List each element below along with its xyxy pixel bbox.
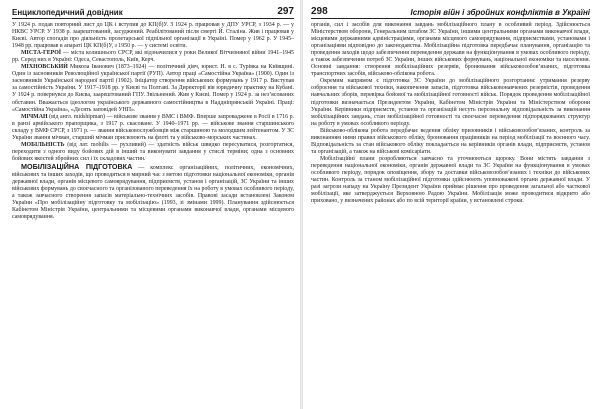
right-running-header (311, 6, 590, 19)
entry-text: Військово-облікова робота передбачає ведення обліку призовників і військовозобов’язаних, контроль за виконанням ними правил військового обліку, бронювання працівників на період мобілізації та воєнного часу. Відповідальність за стан військового обліку покладається на керівників органів влади, підприємств, установ та організацій, а також на військові комісаріати. (311, 127, 590, 155)
entry-paragraph (311, 128, 590, 156)
left-page-number: 297 (277, 6, 294, 17)
entry-headword: МІЧМАН (21, 113, 48, 120)
entry-text: Окремим напрямом є підготовка ЗС України до мобілізаційного розгортання: утримання резерву озброєння та військової техніки, накопичення запасів, підготовка військовонавчених резервістів, проведення навчальних зборів, перевірка бойової та мобілізаційної готовності військ. Порядок проведення мобілізаційної підготовки визначається Президентом України, Кабінетом Міністрів України та Міністерством оборони України. Керівники підприємств, установ та організацій несуть персональну відповідальність за виконання мобілізаційних завдань, стан мобілізаційної готовності та своєчасне переведення підпорядкованих структур на роботу в умовах особливого періоду. (311, 78, 590, 127)
left-body-text (12, 22, 294, 221)
entry-paragraph (311, 22, 590, 78)
right-page-number: 298 (311, 6, 328, 17)
entry-headword: МОБІЛІЗАЦІЙНА ПІДГОТОВКА (21, 161, 133, 171)
right-page (303, 0, 600, 409)
entry-text: — міста колишнього СРСР, які відзначилися у роки Великої Вітчизняної війни 1941–1945 рр. Серед них в Україні: Одеса, Севастополь, Київ, Керч. (12, 50, 294, 64)
entry-paragraph (12, 64, 294, 113)
entry-text: — комплекс організаційних, політичних, економічних, військових та інших заходів, що проводяться в мирний час з метою підготовки національної економіки, органів державної влади, органів місцевого самоврядування, підприємств, установ і організацій, ЗС України та інших військових формувань до своєчасного та організованого переведення їх на роботу в умовах особливого періоду, а також завчасного створення запасів матеріально-технічних засобів. Правові засади встановлені Законом України «Про мобілізаційну підготовку та мобілізацію» (1993, зі змінами 1999). Планування здійснюється Кабінетом Міністрів України, центральними та місцевими органами виконавчої влади, органами місцевого самоврядування. (12, 164, 294, 221)
entry-headword: МІХНОВСЬКИЙ (21, 64, 68, 71)
entry-headword: МІСТА-ГЕРОЇ (21, 50, 62, 57)
entry-paragraph (12, 142, 294, 163)
entry-paragraph (12, 114, 294, 142)
entry-paragraph (311, 156, 590, 205)
entry-paragraph (12, 163, 294, 221)
entry-paragraph (12, 22, 294, 50)
right-body-text (311, 22, 590, 205)
entry-text: (від англ. midshipman) — військове звання у ВМС і ВМФ. Вперше запроваджене в Росії в 1716 р. в ранзі армійського прапорщика, з 1917 р. скасоване. У 1940–1971 рр. — військове звання старшинського складу у ВМФ СРСР, з 1971 р. — звання військовослужбовців між старшиною та молодшим лейтенантом. У ЗС України звання мічман, старший мічман присвоюють на флоті та у військово-морських частинах. (12, 113, 294, 141)
left-running-header (12, 6, 294, 19)
right-header-title: Історія війн і збройних конфліктів в Україні (410, 8, 590, 17)
entry-headword: МОБІЛЬНІСТЬ (21, 141, 65, 148)
left-header-title: Енциклопедичний довідник (12, 8, 123, 17)
entry-text: органів, сил і засобів для виконання завдань мобілізаційного плану в особливий період. Здійснюється Міністерством оборони, Генеральним штабом ЗС України, іншими центральними органами виконавчої влади, місцевими державними адміністраціями, органами місцевого самоврядування, підприємствами, установами і організаціями відповідно до законодавства. Мобілізаційна підготовка передбачає планування, організацію та проведення заходів щодо забезпечення переведення держави на функціонування в умовах особливого періоду, а також забезпечення потреб ЗС України, інших військових формувань, національної економіки та населення. Основні завдання: створення мобілізаційних резервів, бронювання військовозобов’язаних, підготовка транспортних засобів, військово-облікова робота. (311, 22, 590, 78)
entry-text: (від лат. mobilis — рухливий) — здатність військ швидко пересуватися, розгортатися, переходити з одного виду бойових дій в інший та виконувати завдання у стислі терміни; одна з основних бойових якостей збройних сил і їх складових частин. (12, 141, 294, 162)
entry-text: Мобілізаційні плани розробляються завчасно та уточнюються щороку. Вони містять завдання з переведення національної економіки, органів державної влади та ЗС України на функціонування в умовах особливого періоду, порядок оповіщення, збору та доставки військовозобов’язаних і техніки до військових частин. Контроль за станом мобілізаційної підготовки здійснюють уповноважені органи державної влади. У разі загрози нападу на Україну Президент України приймає рішення про проведення загальної або часткової мобілізації, яке затверджується Верховною Радою України. Мобілізація може проводитися відкрито або приховано, у визначених районах або по всій території країни, у встановлені строки. (311, 155, 590, 205)
entry-text: У 1924 р. подав повторний лист до ЦК і вступив до КП(б)У. З 1924 р. працював у ДПУ УРСР, з 1934 р. — у НКВС УРСР. У 1938 р. заарештований, засуджений. Реабілітований після смерті Й. Сталіна. Жив і працював у Києві. Автор спогадів про діяльність пролетарської підпільної організації в Україні. Помер у 1962 р. У 1945–1948 рр. працював в апараті ЦК КП(б)У, з 1950 р. — у системі освіти. (12, 22, 294, 50)
entry-text: Микола Іванович (1873–1924) — політичний діяч, юрист. Н. в с. Турівка на Київщині. Один із засновників Революційної української партії (РУП). Автор праці «Самостійна Україна» (1900). Один із засновників Української народної партії (1902). Ініціатор створення військових формувань у 1917 р. Виступав за самостійність України. У 1917–1918 рр. у Києві та Полтаві. За Директорії вів юридичну практику на Кубані. У 1924 р. повернувся до Києва, заарештований ГПУ. Звільнений. Жив у Києві. Помер у 1924 р. за нез’ясованих обставин. Вважається ідеологом українського державного самостійництва в Наддніпрянській Україні. Праці: «Самостійна Україна», «Десять заповідей УНП». (12, 64, 294, 113)
entry-paragraph (311, 78, 590, 127)
entry-paragraph (12, 50, 294, 64)
